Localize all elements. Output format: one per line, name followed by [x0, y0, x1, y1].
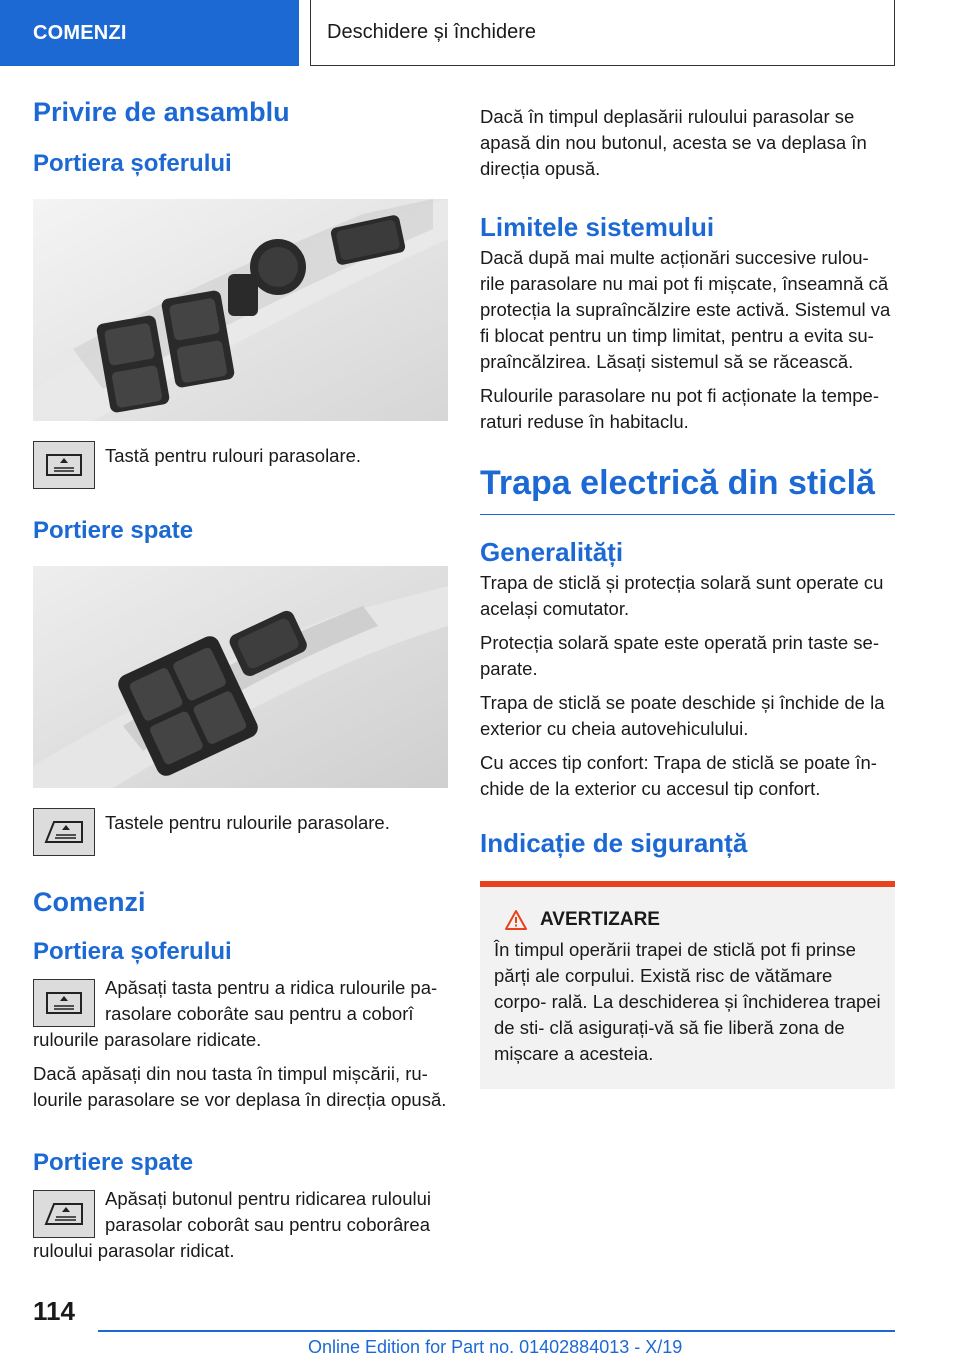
section-title: Deschidere și închidere — [310, 0, 895, 66]
driver-door-caption-row — [33, 441, 448, 489]
general-text2: Protecția solară spate este operată prin taste se‐ parate. — [480, 632, 879, 680]
sunroof-title: Trapa electrică din sticlă — [480, 463, 895, 515]
driver-door-caption: Tastă pentru rulouri parasolare. — [105, 445, 362, 467]
warning-box — [480, 881, 895, 1089]
limits-text1: Dacă după mai multe acționări succesive rulou‐ rile parasolare nu mai pot fi mișcate, înseamnă că protecția la supraîncălzire este activă. Sistemul va fi blocat pentru un timp limitat, pentru a evita su‐ praîncălzirea. Lăsați sistemul să se răcească. — [480, 247, 891, 373]
general-text1: Trapa de sticlă și protecția solară sunt operate cu același comutator. — [480, 572, 884, 620]
general-text3: Trapa de sticlă se poate deschide și închide de la exterior cu cheia autovehiculului. — [480, 692, 885, 740]
controls-driver-text2: Dacă apăsați din nou tasta în timpul mișcării, ru‐ lourile parasolare se vor deplasa în direcția opusă. — [33, 1063, 447, 1111]
rear-doors-caption-row — [33, 808, 448, 856]
page-header — [0, 0, 960, 66]
controls-rear-block — [33, 1186, 448, 1264]
driver-door-switch-illustration — [33, 199, 448, 421]
rear-sunblind-button-icon — [33, 808, 95, 856]
overview-title: Privire de ansamblu — [33, 97, 290, 127]
right-column — [480, 96, 895, 1089]
footer-divider — [98, 1330, 895, 1332]
rear-doors-heading: Portiere spate — [33, 517, 194, 545]
warning-label: AVERTIZARE — [540, 909, 660, 931]
controls-rear-button-icon — [33, 1190, 95, 1238]
page-number: 114 — [33, 1296, 75, 1326]
chapter-tab[interactable]: COMENZI — [0, 0, 299, 66]
controls-driver-heading: Portiera șoferului — [33, 938, 232, 966]
warning-title — [494, 909, 881, 931]
warning-triangle-icon — [504, 909, 528, 931]
controls-title: Comenzi — [33, 886, 146, 917]
general-text4: Cu acces tip confort: Trapa de sticlă se poate în‐ chide de la exterior cu accesul tip confort. — [480, 752, 877, 800]
driver-door-switch-photo — [33, 199, 448, 421]
safety-heading: Indicație de siguranță — [480, 828, 748, 859]
warning-text: În timpul operării trapei de sticlă pot fi prinse părți ale corpului. Există risc de vătămare corpo‐ rală. La deschiderea și închiderea trapei de sti‐ clă asigurați-vă să fie liberă zona de mișcare a acesteia. — [494, 939, 881, 1065]
controls-rear-text: Apăsați butonul pentru ridicarea ruloului parasolar coborât sau pentru coborârea ruloului parasolar ridicat. — [33, 1187, 432, 1261]
limits-heading: Limitele sistemului — [480, 212, 715, 242]
rear-doors-caption: Tastele pentru rulourile parasolare. — [105, 811, 390, 833]
general-heading: Generalități — [480, 536, 624, 567]
controls-driver-button-icon — [33, 979, 95, 1027]
intro-text: Dacă în timpul deplasării ruloului parasolar se apasă din nou butonul, acesta se va deplasa în direcția opusă. — [480, 106, 867, 179]
edition-text: Online Edition for Part no. 01402884013 - X/19 — [308, 1337, 683, 1357]
sunblind-button-icon — [33, 441, 95, 489]
left-column — [33, 96, 448, 1264]
controls-rear-heading: Portiere spate — [33, 1149, 194, 1177]
rear-door-switch-photo — [33, 566, 448, 788]
controls-driver-block — [33, 975, 448, 1053]
controls-driver-text: Apăsați tasta pentru a ridica rulourile pa‐ rasolare coborâte sau pentru a coborî rulourile parasolare ridicate. — [33, 977, 438, 1051]
driver-door-heading: Portiera șoferului — [33, 150, 232, 178]
limits-text2: Rulourile parasolare nu pot fi acționate la tempe‐ raturi reduse în habitaclu. — [480, 385, 880, 433]
rear-door-switch-illustration — [33, 566, 448, 788]
